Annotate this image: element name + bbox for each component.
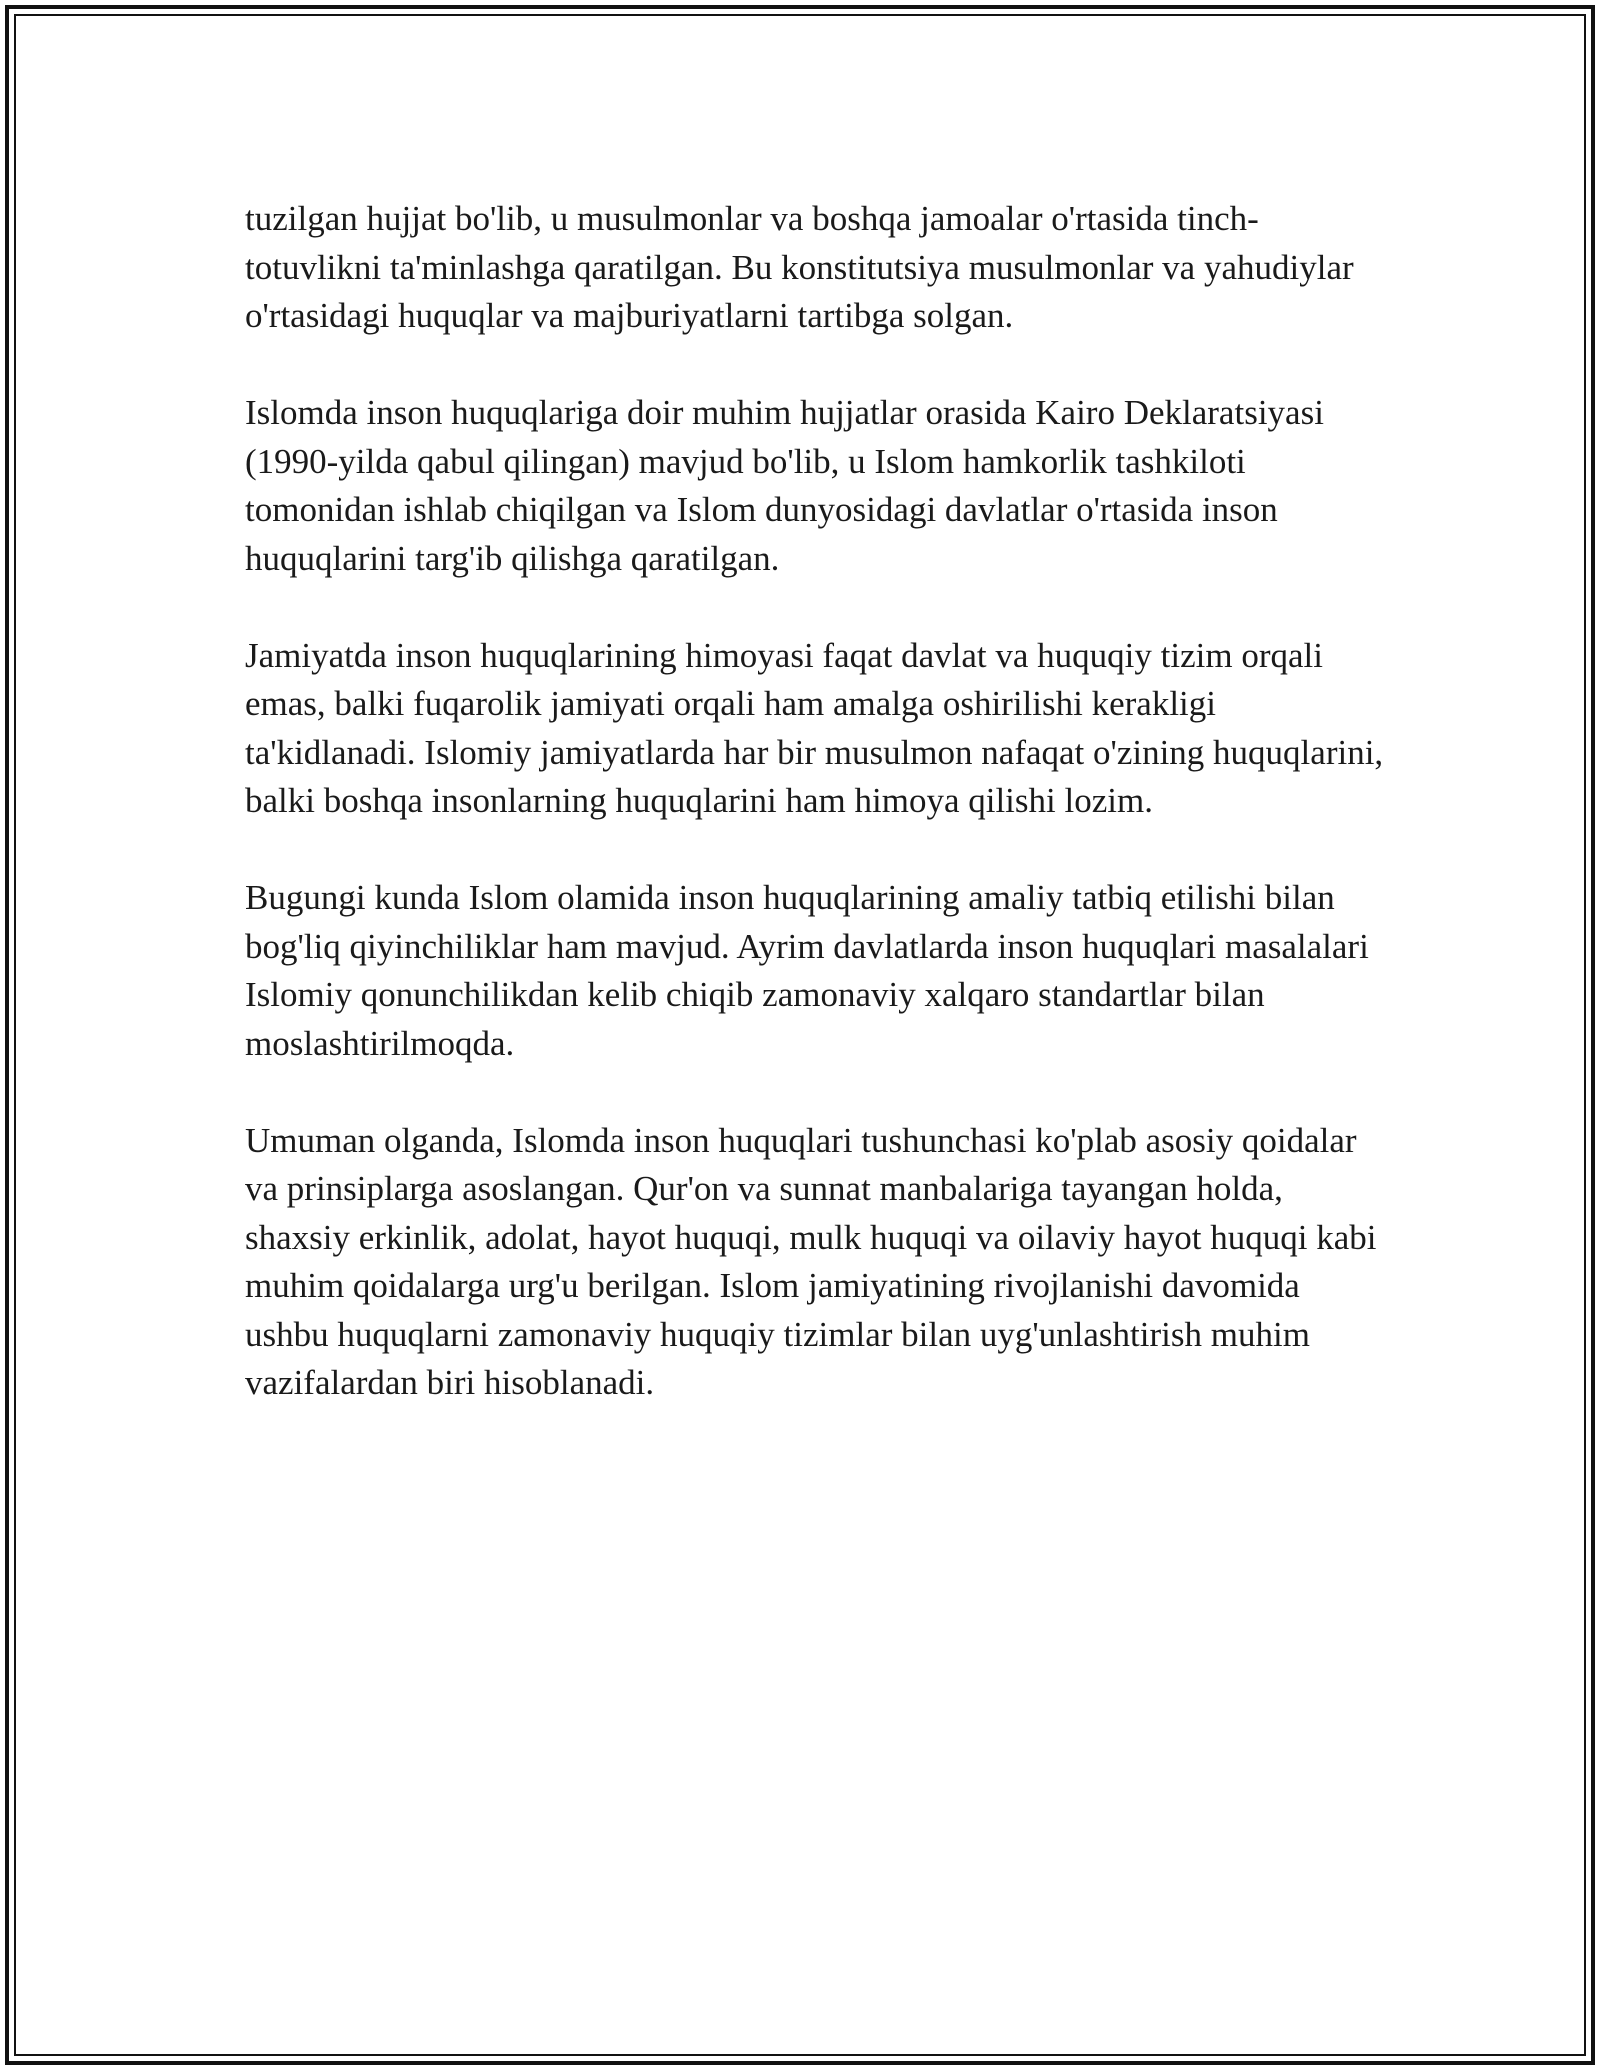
paragraph: Umuman olganda, Islomda inson huquqlari tushunchasi ko'plab asosiy qoidalar va prinsiplarga asoslangan. Qur'on va sunnat manbalariga tayangan holda, shaxsiy erkinlik, adolat, hayot huquqi, mulk huquqi va oilaviy hayot huquqi kabi muhim qoidalarga urg'u berilgan. Islom jamiyatining rivojlanishi davomida ushbu huquqlarni zamonaviy huquqiy tizimlar bilan uyg'unlashtirish muhim vazifalardan biri hisoblanadi. [245,1120,1377,1402]
page-frame [5,5,1595,2065]
paragraph: tuzilgan hujjat bo'lib, u musulmonlar va boshqa jamoalar o'rtasida tinch-totuvlikni ta'minlashga qaratilgan. Bu konstitutsiya musulmonlar va yahudiylar o'rtasidagi huquqlar va majburiyatlarni tartibga solgan. [245,199,1354,335]
paragraph: Jamiyatda inson huquqlarining himoyasi faqat davlat va huquqiy tizim orqali emas, balki fuqarolik jamiyati orqali ham amalga oshirilishi kerakligi ta'kidlanadi. Islomiy jamiyatlarda har bir musulmon nafaqat o'zining huquqlarini, balki boshqa insonlarning huquqlarini ham himoya qilishi lozim. [245,635,1384,820]
paragraph: Bugungi kunda Islom olamida inson huquqlarining amaliy tatbiq etilishi bilan bog'liq qiyinchiliklar ham mavjud. Ayrim davlatlarda inson huquqlari masalalari Islomiy qonunchilikdan kelib chiqib zamonaviy xalqaro standartlar bilan moslashtirilmoqda. [245,878,1369,1063]
document-body [245,195,1385,1408]
paragraph: Islomda inson huquqlariga doir muhim hujjatlar orasida Kairo Deklaratsiyasi (1990-yilda qabul qilingan) mavjud bo'lib, u Islom hamkorlik tashkiloti tomonidan ishlab chiqilgan va Islom dunyosidagi davlatlar o'rtasida inson huquqlarini targ'ib qilishga qaratilgan. [245,393,1324,578]
